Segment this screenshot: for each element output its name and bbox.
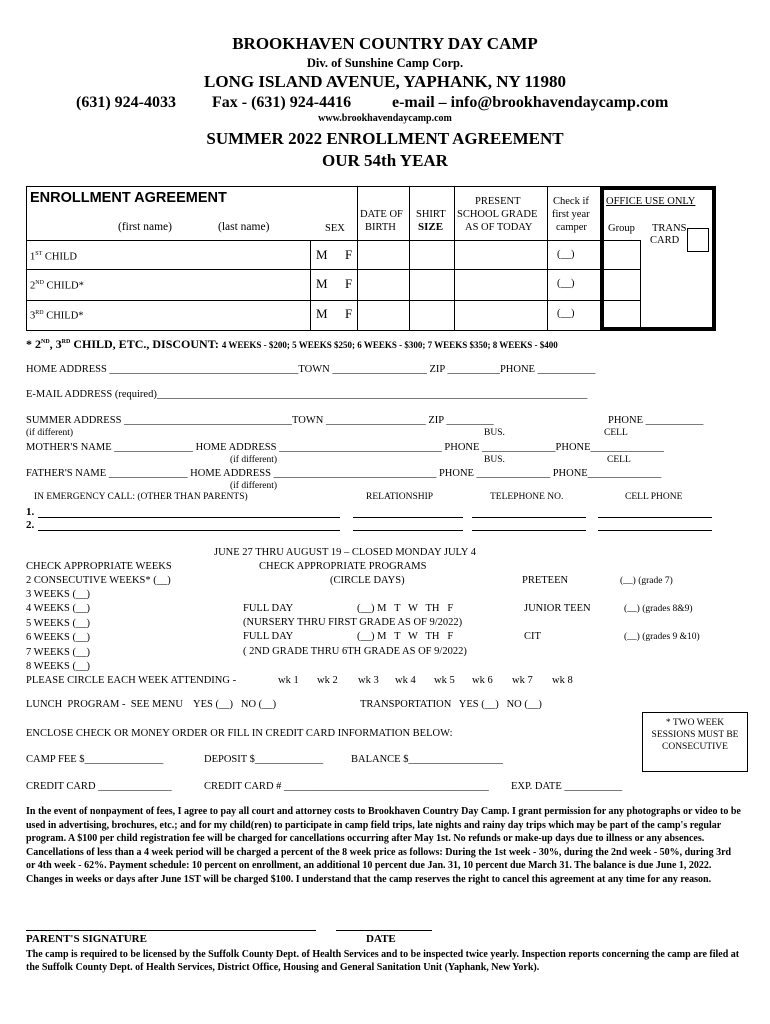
grade-label-3: AS OF TODAY <box>465 222 533 233</box>
group-label: Group <box>608 223 635 234</box>
week-3[interactable]: wk 3 <box>358 675 379 686</box>
enclose-instructions: ENCLOSE CHECK OR MONEY ORDER OR FILL IN CREDIT CARD INFORMATION BELOW: <box>26 728 453 739</box>
deposit-field[interactable]: DEPOSIT $_____________ <box>204 754 324 765</box>
week-1[interactable]: wk 1 <box>278 675 299 686</box>
grid-row-divider-1 <box>26 269 604 270</box>
home-address-field[interactable]: HOME ADDRESS ____________________________________TOWN __________________ ZIP __________PHONE ___________ <box>26 364 596 375</box>
camp-email[interactable]: e-mail – info@brookhavendaycamp.com <box>392 94 669 111</box>
grid-vline <box>454 186 455 331</box>
dob-label-1: DATE OF <box>360 209 403 220</box>
junior-teen-option[interactable]: (__) (grades 8&9) <box>624 604 693 614</box>
consecutive-note: * TWO WEEK SESSIONS MUST BE CONSECUTIVE <box>651 718 739 752</box>
weeks-option-3[interactable]: 3 WEEKS (__) <box>26 589 90 600</box>
male-option[interactable]: M <box>316 276 328 291</box>
relationship-label: RELATIONSHIP <box>366 492 434 502</box>
grid-vline <box>310 240 311 331</box>
card-label: CARD <box>650 235 680 246</box>
summer-phone-field[interactable]: PHONE ___________ <box>608 415 704 426</box>
first-year-check[interactable]: (__) <box>557 249 575 260</box>
emergency-number: 2. <box>26 519 35 531</box>
emergency-cell-line[interactable] <box>598 517 712 518</box>
year-line: OUR 54th YEAR <box>322 151 448 170</box>
circle-days-label: (CIRCLE DAYS) <box>330 575 405 586</box>
nursery-note: (NURSERY THRU FIRST GRADE AS OF 9/2022) <box>243 617 463 628</box>
office-use-box <box>600 186 716 331</box>
emergency-number: 1. <box>26 506 35 518</box>
office-use-label: OFFICE USE ONLY <box>606 196 696 207</box>
first-year-label-1: Check if <box>553 196 589 207</box>
parent-signature-label: PARENT'S SIGNATURE <box>26 933 147 945</box>
camp-fax: Fax - (631) 924-4416 <box>212 94 352 111</box>
office-line <box>604 269 640 270</box>
week-7[interactable]: wk 7 <box>512 675 533 686</box>
sex-label: SEX <box>325 223 345 234</box>
grade-label-1: PRESENT <box>475 196 521 207</box>
grade-range-note: ( 2ND GRADE THRU 6TH GRADE AS OF 9/2022) <box>243 646 467 657</box>
camp-fee-field[interactable]: CAMP FEE $_______________ <box>26 754 164 765</box>
weeks-option-6[interactable]: 6 WEEKS (__) <box>26 632 90 643</box>
summer-address-field[interactable]: SUMMER ADDRESS ________________________________TOWN ___________________ ZIP _________ <box>26 415 494 426</box>
cell-label: CELL <box>604 428 628 438</box>
grid-vline <box>357 186 358 331</box>
week-6[interactable]: wk 6 <box>472 675 493 686</box>
emergency-name-line[interactable] <box>38 530 340 531</box>
last-name-label: (last name) <box>218 221 270 233</box>
male-option[interactable]: M <box>316 247 328 262</box>
check-weeks-label: CHECK APPROPRIATE WEEKS <box>26 561 172 572</box>
office-line <box>604 240 640 241</box>
grid-row-divider-2 <box>26 300 604 301</box>
week-2[interactable]: wk 2 <box>317 675 338 686</box>
camp-name: BROOKHAVEN COUNTRY DAY CAMP <box>232 34 538 53</box>
weeks-option-5[interactable]: 5 WEEKS (__) <box>26 618 90 629</box>
session-dates: JUNE 27 THRU AUGUST 19 – CLOSED MONDAY JULY 4 <box>214 547 476 558</box>
grid-vline <box>547 186 548 331</box>
camp-website[interactable]: www.brookhavendaycamp.com <box>318 113 452 124</box>
bus-label: BUS. <box>484 455 505 465</box>
if-different-note: (if different) <box>230 455 278 465</box>
division-line: Div. of Sunshine Camp Corp. <box>306 56 464 70</box>
week-8[interactable]: wk 8 <box>552 675 573 686</box>
camp-phone: (631) 924-4033 <box>76 94 176 111</box>
enrollment-heading: ENROLLMENT AGREEMENT <box>30 190 227 206</box>
grid-header-divider <box>26 240 604 241</box>
grid-vline <box>409 186 410 331</box>
email-field[interactable]: E-MAIL ADDRESS (required)__________________________________________________________________________________ <box>26 389 588 400</box>
weeks-option-8[interactable]: 8 WEEKS (__) <box>26 661 90 672</box>
emergency-relationship-line[interactable] <box>353 517 463 518</box>
agreement-title: SUMMER 2022 ENROLLMENT AGREEMENT <box>206 129 564 148</box>
lunch-program[interactable]: LUNCH PROGRAM - SEE MENU YES (__) NO (__) <box>26 699 277 710</box>
cell-label: CELL <box>607 455 631 465</box>
female-option[interactable]: F <box>345 247 353 262</box>
child-row-label: 3RD CHILD* <box>30 310 84 322</box>
trans-label: TRANS. <box>652 223 690 234</box>
mother-field[interactable]: MOTHER'S NAME _______________ HOME ADDRESS _______________________________ PHONE ______________PHONE______________ <box>26 442 665 453</box>
preteen-option[interactable]: (__) (grade 7) <box>620 576 673 586</box>
if-different-note: (if different) <box>26 428 74 438</box>
office-line <box>604 300 640 301</box>
shirt-label-1: SHIRT <box>416 209 446 220</box>
balance-field[interactable]: BALANCE $__________________ <box>351 754 503 765</box>
child-row-label: 1ST CHILD <box>30 251 77 263</box>
exp-date-field[interactable]: EXP. DATE ___________ <box>511 781 623 792</box>
weeks-option-2[interactable]: 2 CONSECUTIVE WEEKS* (__) <box>26 575 171 586</box>
week-4[interactable]: wk 4 <box>395 675 416 686</box>
grade-label-2: SCHOOL GRADE <box>457 209 538 220</box>
emergency-relationship-line[interactable] <box>353 530 463 531</box>
cit-option[interactable]: (__) (grades 9 &10) <box>624 632 700 642</box>
telephone-label: TELEPHONE NO. <box>490 492 564 502</box>
emergency-phone-line[interactable] <box>472 530 586 531</box>
cit-label: CIT <box>524 631 541 642</box>
female-option[interactable]: F <box>345 306 353 321</box>
circle-week-label: PLEASE CIRCLE EACH WEEK ATTENDING - <box>26 675 237 686</box>
cell-phone-label: CELL PHONE <box>625 492 683 502</box>
preteen-label: PRETEEN <box>522 575 569 586</box>
office-vline <box>640 240 641 327</box>
emergency-label: IN EMERGENCY CALL: (OTHER THAN PARENTS) <box>34 492 248 502</box>
emergency-phone-line[interactable] <box>472 517 586 518</box>
child-row-label: 2ND CHILD* <box>30 280 84 292</box>
full-day-label-1: FULL DAY <box>243 603 294 614</box>
week-5[interactable]: wk 5 <box>434 675 455 686</box>
weeks-option-4[interactable]: 4 WEEKS (__) <box>26 603 90 614</box>
male-option[interactable]: M <box>316 306 328 321</box>
first-year-check[interactable]: (__) <box>557 308 575 319</box>
emergency-cell-line[interactable] <box>598 530 712 531</box>
terms-paragraph: In the event of nonpayment of fees, I agree to pay all court and attorney costs to Brookhaven Country Day Camp. I grant permission for any photographs or video to be used in advertising, brochures, etc.; and for my child(ren) to participate in camp field trips, late nights and rainy day trips which may be part of the camp's regular program. A $100 per child registration fee will be charged for cancellations occurring after May 1st. No refunds or make-up days due to illness or any absences. Cancellations of less than a 4 week period will be charged a percent of the 8 week price as follows: During the 1st week - 30%, during the 2nd week - 50%, during 3rd or 4th week - 62%. Payment schedule: 10 percent on enrollment, an additional 10 percent due Jan. 31, 10 percent due March 31. The balance is due June 1, 2022. Changes in weeks or days after June 1ST will be charged $100. I understand that the camp reserves the right to cancel this agreement at any time for any reason. <box>26 806 741 885</box>
licensing-footer: The camp is required to be licensed by the Suffolk County Dept. of Health Services and to be inspected twice yearly. Inspection reports concerning the camp are filed at the Suffolk County Dept. of Health Services, District Office, Housing and General Sanitation Unit (Yaphank, New York). <box>26 949 740 973</box>
if-different-note: (if different) <box>230 481 278 491</box>
trans-card-box[interactable] <box>687 228 709 252</box>
junior-teen-label: JUNIOR TEEN <box>524 603 591 614</box>
first-name-label: (first name) <box>118 221 172 233</box>
credit-card-number-field[interactable]: CREDIT CARD # _______________________________________ <box>204 781 489 792</box>
emergency-name-line[interactable] <box>38 517 340 518</box>
signature-line[interactable] <box>26 930 316 931</box>
bus-label: BUS. <box>484 428 505 438</box>
consecutive-note-box <box>642 712 748 772</box>
full-day-days-2[interactable]: (__) M T W TH F <box>357 631 454 642</box>
father-field[interactable]: FATHER'S NAME _______________ HOME ADDRESS _______________________________ PHONE ______________ PHONE______________ <box>26 468 662 479</box>
dob-label-2: BIRTH <box>365 222 396 233</box>
shirt-label-2: SIZE <box>418 221 444 233</box>
camp-address: LONG ISLAND AVENUE, YAPHANK, NY 11980 <box>204 72 566 91</box>
grid-frame <box>26 186 604 331</box>
female-option[interactable]: F <box>345 276 353 291</box>
credit-card-field[interactable]: CREDIT CARD ______________ <box>26 781 172 792</box>
check-programs-label: CHECK APPROPRIATE PROGRAMS <box>259 561 427 572</box>
first-year-label-2: first year <box>552 209 590 220</box>
discount-line: * 2ND, 3RD CHILD, ETC., DISCOUNT: 4 WEEKS - $200; 5 WEEKS $250; 6 WEEKS - $300; 7 WEEKS $350; 8 WEEKS - $400 <box>26 337 558 351</box>
date-line[interactable] <box>336 930 432 931</box>
first-year-label-3: camper <box>556 222 587 233</box>
first-year-check[interactable]: (__) <box>557 278 575 289</box>
date-label: DATE <box>366 933 396 945</box>
full-day-days-1[interactable]: (__) M T W TH F <box>357 603 454 614</box>
weeks-option-7[interactable]: 7 WEEKS (__) <box>26 647 90 658</box>
transportation-option[interactable]: TRANSPORTATION YES (__) NO (__) <box>360 699 542 710</box>
full-day-label-2: FULL DAY <box>243 631 294 642</box>
